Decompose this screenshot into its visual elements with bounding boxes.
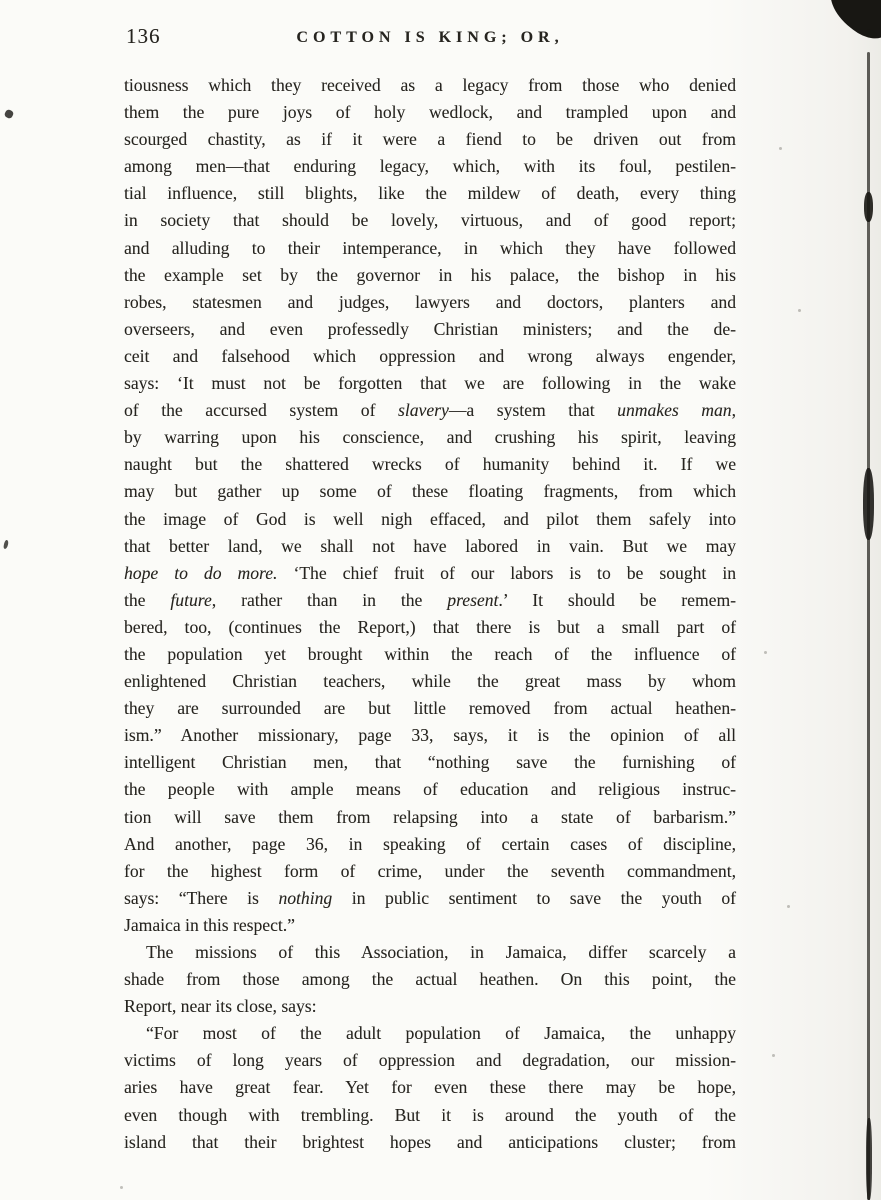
text-line <box>124 614 736 641</box>
text-line <box>124 966 736 993</box>
text-segment: in public sentiment to save the youth of <box>332 887 736 908</box>
text-segment: aries have great fear. Yet for even these there may be hope, <box>124 1077 736 1098</box>
text-line <box>124 207 736 234</box>
body-text <box>124 72 736 1156</box>
text-line <box>124 370 736 397</box>
text-line <box>124 749 736 776</box>
italic-text: hope to do more. <box>124 562 278 583</box>
text-segment: the image of God is well nigh effaced, and pilot them safely into <box>124 508 736 529</box>
text-line <box>124 560 736 587</box>
scan-speck <box>787 905 790 908</box>
text-segment: naught but the shattered wrecks of humanity behind it. If we <box>124 454 736 475</box>
text-segment: ceit and falsehood which oppression and wrong always engender, <box>124 345 736 366</box>
text-segment: of the accursed system of <box>124 400 399 421</box>
text-segment: and alluding to their intemperance, in which they have followed <box>124 237 736 258</box>
italic-text: slavery <box>398 400 449 421</box>
italic-text: nothing <box>278 887 333 908</box>
text-segment: in society that should be lovely, virtuous, and of good report; <box>124 210 736 231</box>
scan-artifact-left-margin-speck <box>4 109 15 120</box>
text-segment: by warring upon his conscience, and crushing his spirit, leaving <box>124 427 736 448</box>
text-line <box>124 1020 736 1047</box>
text-segment: bered, too, (continues the Report,) that there is but a small part of <box>124 616 736 637</box>
scan-artifact-edge-blob <box>866 1118 872 1200</box>
text-line <box>124 695 736 722</box>
italic-text: present <box>447 589 499 610</box>
text-line <box>124 939 736 966</box>
text-segment: island that their brightest hopes and anticipations cluster; from <box>124 1131 736 1152</box>
text-segment: says: “There is <box>124 887 279 908</box>
text-segment: the <box>124 589 171 610</box>
text-line <box>124 1102 736 1129</box>
text-line <box>124 153 736 180</box>
italic-text: unmakes man <box>617 400 732 421</box>
scan-artifact-right-edge-line <box>867 52 870 1200</box>
scan-artifact-top-right-corner <box>819 0 881 48</box>
text-segment: among men—that enduring legacy, which, with its foul, pestilen- <box>124 156 736 177</box>
text-line <box>124 1047 736 1074</box>
text-segment: victims of long years of oppression and degradation, our mission- <box>124 1050 736 1071</box>
text-segment: .’ It should be remem- <box>498 589 736 610</box>
text-segment: overseers, and even professedly Christian ministers; and the de- <box>124 318 736 339</box>
text-segment: —a system that <box>448 400 618 421</box>
running-title: COTTON IS KING; OR, <box>296 29 564 46</box>
text-line <box>124 262 736 289</box>
text-segment: tial influence, still blights, like the mildew of death, every thing <box>124 183 736 204</box>
text-line <box>124 506 736 533</box>
text-segment: shade from those among the actual heathen. On this point, the <box>124 969 736 990</box>
text-segment: tiousness which they received as a legacy from those who denied <box>124 75 736 95</box>
text-segment: the people with ample means of education and religious instruc- <box>124 779 736 800</box>
text-line <box>124 1074 736 1101</box>
text-segment: the population yet brought within the reach of the influence of <box>124 643 736 664</box>
scan-artifact-corner-speck <box>864 28 878 39</box>
scan-speck <box>764 651 767 654</box>
page-number: 136 <box>126 24 161 48</box>
text-segment: , rather than in the <box>211 589 448 610</box>
text-line <box>124 722 736 749</box>
text-segment: them the pure joys of holy wedlock, and trampled upon and <box>124 102 736 123</box>
text-segment: scourged chastity, as if it were a fiend to be driven out from <box>124 129 736 150</box>
text-line <box>124 885 736 912</box>
text-segment: the example set by the governor in his palace, the bishop in his <box>124 264 736 285</box>
scan-speck <box>798 309 801 312</box>
text-line <box>124 289 736 316</box>
text-segment: And another, page 36, in speaking of certain cases of discipline, <box>124 833 736 854</box>
text-line <box>124 804 736 831</box>
text-line <box>124 641 736 668</box>
scan-speck <box>779 147 782 150</box>
scan-artifact-edge-blob <box>864 192 873 222</box>
text-segment: for the highest form of crime, under the seventh commandment, <box>124 860 736 881</box>
text-segment: enlightened Christian teachers, while the great mass by whom <box>124 671 736 692</box>
scan-artifact-edge-blob <box>863 468 874 540</box>
text-line <box>124 99 736 126</box>
text-segment: even though with trembling. But it is around the youth of the <box>124 1104 736 1125</box>
text-line <box>124 993 736 1020</box>
text-line <box>124 397 736 424</box>
text-line <box>124 235 736 262</box>
text-line <box>124 72 736 99</box>
text-line <box>124 668 736 695</box>
text-segment: that better land, we shall not have labored in vain. But we may <box>124 535 736 556</box>
text-line <box>124 533 736 560</box>
scan-speck <box>772 1054 775 1057</box>
text-segment: intelligent Christian men, that “nothing save the furnishing of <box>124 752 736 773</box>
text-line <box>124 180 736 207</box>
text-line <box>124 451 736 478</box>
scan-artifact-left-margin-speck <box>3 540 9 550</box>
text-line <box>124 316 736 343</box>
scan-speck <box>120 1186 123 1189</box>
text-segment: may but gather up some of these floating fragments, from which <box>124 481 736 502</box>
text-segment: , <box>731 400 736 421</box>
text-segment: ‘The chief fruit of our labors is to be sought in <box>277 562 736 583</box>
text-segment: Report, near its close, says: <box>124 996 317 1017</box>
text-segment: ism.” Another missionary, page 33, says, it is the opinion of all <box>124 725 736 746</box>
text-line <box>124 776 736 803</box>
text-line <box>124 343 736 370</box>
text-segment: “For most of the adult population of Jamaica, the unhappy <box>146 1023 736 1044</box>
text-segment: tion will save them from relapsing into a state of barbarism.” <box>124 806 736 827</box>
text-segment: they are surrounded are but little removed from actual heathen- <box>124 698 736 719</box>
text-line <box>124 126 736 153</box>
text-segment: says: ‘It must not be forgotten that we are following in the wake <box>124 373 736 394</box>
text-line <box>124 1129 736 1156</box>
text-line <box>124 424 736 451</box>
text-line <box>124 478 736 505</box>
text-segment: The missions of this Association, in Jamaica, differ scarcely a <box>146 942 736 962</box>
text-segment: robes, statesmen and judges, lawyers and doctors, planters and <box>124 291 736 312</box>
text-line <box>124 831 736 858</box>
text-segment: Jamaica in this respect.” <box>124 914 295 935</box>
text-line <box>124 587 736 614</box>
italic-text: future <box>170 589 212 610</box>
text-line <box>124 912 736 939</box>
text-line <box>124 858 736 885</box>
